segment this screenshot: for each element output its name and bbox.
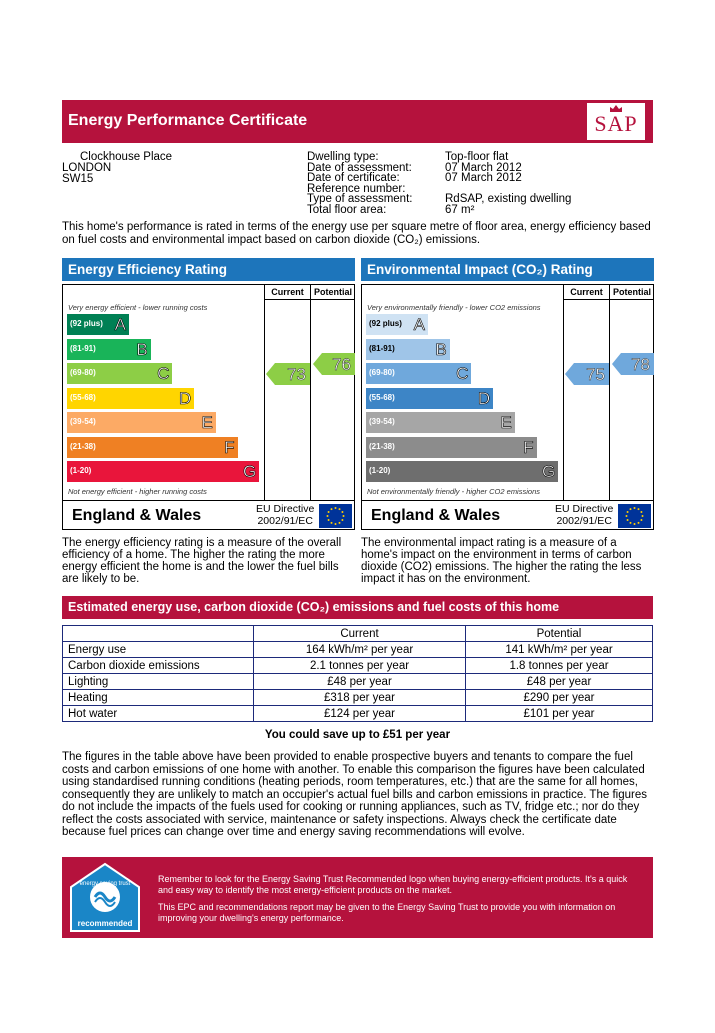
eu-star xyxy=(339,508,341,510)
environmental-chart xyxy=(361,284,654,530)
row-label: Hot water xyxy=(63,706,254,722)
energy-efficiency-rating xyxy=(62,258,355,530)
logo-line-1: energy saving trust xyxy=(79,881,131,887)
eu-flag-icon xyxy=(319,504,352,528)
column-divider xyxy=(310,300,311,500)
band-letter: F xyxy=(224,437,235,457)
current-rating-arrow xyxy=(565,363,609,385)
band-letter: B xyxy=(136,339,148,359)
band-letter: D xyxy=(178,388,192,408)
detail-label: Reference number: xyxy=(307,182,406,195)
row-label: Heating xyxy=(63,690,254,706)
band-b xyxy=(366,339,450,360)
directive-line: 2002/91/EC xyxy=(556,515,612,527)
row-potential: £290 per year xyxy=(466,690,653,706)
eu-star xyxy=(341,519,343,521)
eu-star xyxy=(638,508,640,510)
current-column-header: Current xyxy=(264,285,310,300)
potential-rating-value: 76 xyxy=(332,354,351,374)
eu-star xyxy=(331,508,333,510)
band-letter: C xyxy=(456,364,469,383)
table-header-row xyxy=(63,626,653,642)
band-d xyxy=(67,388,194,409)
eu-directive xyxy=(555,503,613,527)
current-rating-arrow xyxy=(266,363,310,385)
details-values xyxy=(445,152,571,215)
potential-rating-value: 78 xyxy=(631,354,650,374)
detail-label: Date of assessment: xyxy=(307,161,412,174)
directive-line: EU Directive xyxy=(256,503,315,515)
table-row xyxy=(63,706,653,722)
table-header-current: Current xyxy=(254,626,466,642)
eu-star xyxy=(642,515,644,517)
region-label: England & Wales xyxy=(72,507,202,524)
band-range: (39-54) xyxy=(369,417,395,426)
chart-footer xyxy=(362,500,653,530)
eu-star xyxy=(626,515,628,517)
eu-star xyxy=(634,523,636,525)
band-range: (92 plus) xyxy=(70,319,103,328)
eu-star xyxy=(335,523,337,525)
environmental-description: The environmental impact rating is a measure of a home's impact on the environment in terms of carbon dioxide (CO2) emissions. The higher the rating the less impact it has on the environment. xyxy=(361,537,642,585)
address-line-3: SW15 xyxy=(62,173,94,185)
detail-value: Top-floor flat xyxy=(445,151,509,163)
table-row xyxy=(63,674,653,690)
row-current: £124 per year xyxy=(254,706,466,722)
potential-rating-arrow xyxy=(612,353,654,375)
eu-star xyxy=(638,522,640,524)
directive-line: 2002/91/EC xyxy=(257,515,313,527)
energy-saving-trust-footer xyxy=(62,857,653,938)
eu-star xyxy=(627,519,629,521)
band-letter: C xyxy=(157,364,170,383)
savings-text: You could save up to £51 per year xyxy=(264,729,451,741)
current-rating-value: 73 xyxy=(287,364,306,384)
detail-label: Date of certificate: xyxy=(307,172,400,184)
row-current: 164 kWh/m² per year xyxy=(254,642,466,658)
current-rating-value: 75 xyxy=(586,364,605,384)
current-column-header: Current xyxy=(563,285,609,300)
row-label: Lighting xyxy=(63,674,254,690)
footer-text-1: Remember to look for the Energy Saving Trust Recommended logo when buying energy-efficient products. It's a quick and easy way to identify the most energy-efficient products on the market. xyxy=(158,874,628,895)
row-current: £318 per year xyxy=(254,690,466,706)
potential-column-header: Potential xyxy=(310,285,355,300)
band-range: (55-68) xyxy=(369,392,395,402)
environmental-heading: Environmental Impact (CO₂) Rating xyxy=(361,258,654,281)
efficiency-chart xyxy=(62,284,355,530)
eu-star xyxy=(634,507,636,509)
certificate-header xyxy=(62,100,653,143)
page-title: Energy Performance Certificate xyxy=(68,112,308,129)
eu-star xyxy=(331,522,333,524)
detail-value: 07 March 2012 xyxy=(445,172,522,184)
sap-logo xyxy=(587,103,645,140)
chart-footer xyxy=(63,500,354,530)
bottom-note: Not environmentally friendly - higher CO2 emissions xyxy=(367,487,540,496)
column-divider xyxy=(264,300,265,500)
band-range: (21-38) xyxy=(70,441,96,451)
band-range: (55-68) xyxy=(70,392,96,402)
address-line-2: LONDON xyxy=(62,162,112,174)
eu-star xyxy=(335,507,337,509)
band-range: (1-20) xyxy=(70,466,92,475)
eu-star xyxy=(327,515,329,517)
band-range: (1-20) xyxy=(369,466,391,475)
eu-star xyxy=(640,511,642,513)
environmental-impact-rating xyxy=(361,258,654,530)
eu-star xyxy=(341,511,343,513)
band-letter: B xyxy=(435,339,447,359)
eu-star xyxy=(339,522,341,524)
band-g xyxy=(67,461,259,482)
efficiency-description: The energy efficiency rating is a measure of the overall efficiency of a home. The higher the rating the more energy efficient the home is and the lower the fuel bills are likely to be. xyxy=(62,537,342,585)
table-row xyxy=(63,690,653,706)
intro-text: This home's performance is rated in terms of the energy use per square metre of floor area, energy efficiency based on fuel costs and environmental impact based on carbon dioxide (CO₂) emissions. xyxy=(62,221,651,246)
row-current: £48 per year xyxy=(254,674,466,690)
band-letter: D xyxy=(477,388,491,408)
eu-flag-icon xyxy=(618,504,651,528)
eu-star xyxy=(328,511,330,513)
directive-line: EU Directive xyxy=(555,503,614,515)
top-note: Very energy efficient - lower running costs xyxy=(68,303,208,312)
band-letter: A xyxy=(413,315,425,334)
eu-star xyxy=(640,519,642,521)
band-range: (81-91) xyxy=(369,343,395,353)
band-f xyxy=(366,437,537,458)
band-letter: A xyxy=(114,315,126,334)
band-g xyxy=(366,461,558,482)
band-a xyxy=(366,314,428,335)
band-e xyxy=(366,412,515,433)
eu-star xyxy=(627,511,629,513)
explanation-paragraph: The figures in the table above have been provided to enable prospective buyers and tenants to compare the fuel costs and carbon emissions of one home with another. To enable this comparison the figures have been calculated using standardised running conditions (heating periods, room temperatures, etc.) that are the same for all homes, consequently they are unlikely to match an occupier's actual fuel bills and carbon emissions in practice. The figures do not include the impacts of the fuels used for cooking or running appliances, such as TV, fridge etc.; nor do they reflect the costs associated with service, maintenance or safety inspections. Always check the certificate date because fuel prices can change over time and energy saving recommendations will evolve. xyxy=(62,751,647,838)
column-divider xyxy=(563,300,564,500)
bottom-note: Not energy efficient - higher running costs xyxy=(68,487,207,496)
row-label: Energy use xyxy=(63,642,254,658)
eu-star xyxy=(343,515,345,517)
band-range: (92 plus) xyxy=(369,319,402,328)
address-line-1: Clockhouse Place xyxy=(80,151,173,163)
band-letter: E xyxy=(500,413,512,432)
sap-logo-text: SAP xyxy=(594,111,638,136)
efficiency-heading: Energy Efficiency Rating xyxy=(62,258,355,281)
row-label: Carbon dioxide emissions xyxy=(63,658,254,674)
band-range: (81-91) xyxy=(70,343,96,353)
band-e xyxy=(67,412,216,433)
band-letter: G xyxy=(242,462,257,481)
detail-value: 07 March 2012 xyxy=(445,161,522,174)
band-range: (21-38) xyxy=(369,441,395,451)
table-row xyxy=(63,658,653,674)
band-letter: F xyxy=(523,437,534,457)
detail-value: RdSAP, existing dwelling xyxy=(445,193,572,205)
band-a xyxy=(67,314,129,335)
energy-saving-trust-logo xyxy=(68,861,142,934)
footer-text-2: This EPC and recommendations report may be given to the Energy Saving Trust to provide you with information on improving your dwelling's energy performance. xyxy=(158,902,616,923)
eu-star xyxy=(630,508,632,510)
table-row xyxy=(63,642,653,658)
details-labels xyxy=(307,152,412,215)
eu-directive xyxy=(256,503,314,527)
band-range: (39-54) xyxy=(70,417,96,426)
table-header-potential: Potential xyxy=(466,626,653,642)
band-f xyxy=(67,437,238,458)
detail-label: Dwelling type: xyxy=(307,151,379,163)
band-range: (69-80) xyxy=(369,368,395,377)
potential-rating-arrow xyxy=(313,353,355,375)
potential-column-header: Potential xyxy=(609,285,654,300)
region-label: England & Wales xyxy=(371,507,501,524)
band-c xyxy=(67,363,172,384)
estimates-heading: Estimated energy use, carbon dioxide (CO₂) emissions and fuel costs of this home xyxy=(62,596,653,619)
detail-label: Total floor area: xyxy=(307,203,387,216)
detail-label: Type of assessment: xyxy=(307,193,413,205)
band-b xyxy=(67,339,151,360)
estimates-table xyxy=(62,625,653,722)
band-d xyxy=(366,388,493,409)
logo-line-2: recommended xyxy=(77,919,133,928)
column-divider xyxy=(609,300,610,500)
table-header-empty xyxy=(63,626,254,642)
band-range: (69-80) xyxy=(70,368,96,377)
row-potential: £48 per year xyxy=(466,674,653,690)
band-letter: G xyxy=(541,462,556,481)
row-current: 2.1 tonnes per year xyxy=(254,658,466,674)
band-c xyxy=(366,363,471,384)
row-potential: 1.8 tonnes per year xyxy=(466,658,653,674)
row-potential: £101 per year xyxy=(466,706,653,722)
eu-star xyxy=(630,522,632,524)
top-note: Very environmentally friendly - lower CO2 emissions xyxy=(367,303,541,312)
detail-value: 67 m² xyxy=(445,203,475,216)
row-potential: 141 kWh/m² per year xyxy=(466,642,653,658)
eu-star xyxy=(328,519,330,521)
band-letter: E xyxy=(201,413,213,432)
